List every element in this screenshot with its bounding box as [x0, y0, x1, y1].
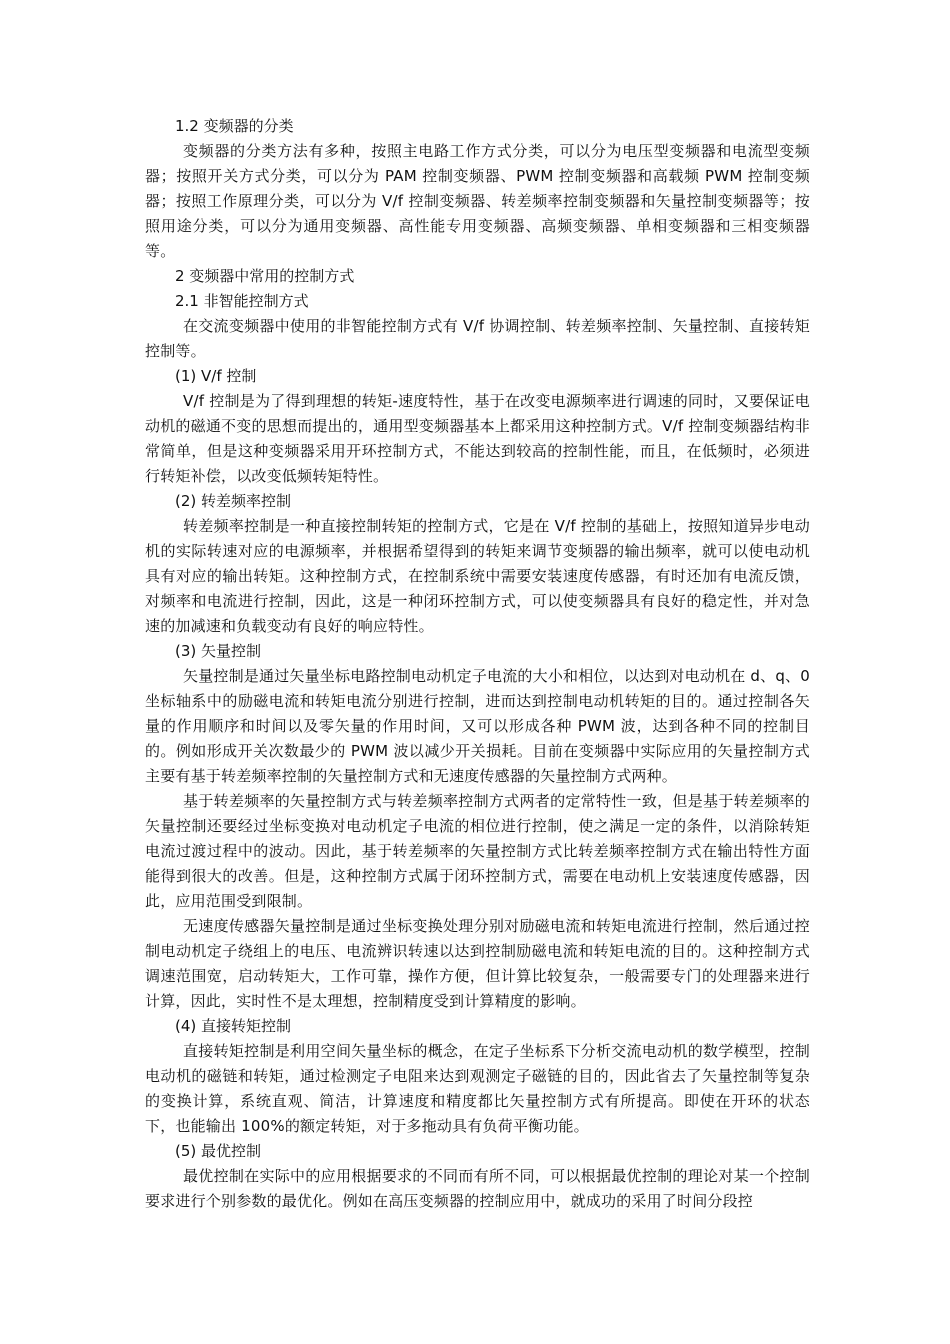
document-page	[145, 114, 810, 1214]
section-heading: 2 变频器中常用的控制方式	[175, 267, 355, 285]
body-paragraph: 无速度传感器矢量控制是通过坐标变换处理分别对励磁电流和转矩电流进行控制，然后通过控制电动机定子绕组上的电压、电流辨识转速以达到控制励磁电流和转矩电流的目的。这种控制方式调速范围宽，启动转矩大，工作可靠，操作方便，但计算比较复杂，一般需要专门的处理器来进行计算，因此，实时性不是太理想，控制精度受到计算精度的影响。	[145, 917, 810, 1010]
subsection-heading: (2) 转差频率控制	[175, 492, 292, 510]
body-paragraph: 在交流变频器中使用的非智能控制方式有 V/f 协调控制、转差频率控制、矢量控制、直接转矩控制等。	[145, 317, 810, 360]
section-heading: 2.1 非智能控制方式	[175, 292, 309, 310]
body-paragraph: 变频器的分类方法有多种，按照主电路工作方式分类，可以分为电压型变频器和电流型变频器；按照开关方式分类，可以分为 PAM 控制变频器、PWM 控制变频器和高载频 PWM 控制变频器；按照工作原理分类，可以分为 V/f 控制变频器、转差频率控制变频器和矢量控制变频器等；按照用途分类，可以分为通用变频器、高性能专用变频器、高频变频器、单相变频器和三相变频器等。	[145, 142, 810, 260]
body-paragraph: 转差频率控制是一种直接控制转矩的控制方式，它是在 V/f 控制的基础上，按照知道异步电动机的实际转速对应的电源频率，并根据希望得到的转矩来调节变频器的输出频率，就可以使电动机具有对应的输出转矩。这种控制方式，在控制系统中需要安装速度传感器，有时还加有电流反馈，对频率和电流进行控制，因此，这是一种闭环控制方式，可以使变频器具有良好的稳定性，并对急速的加减速和负载变动有良好的响应特性。	[145, 517, 810, 635]
subsection-heading: (1) V/f 控制	[175, 367, 257, 385]
body-paragraph: 最优控制在实际中的应用根据要求的不同而有所不同，可以根据最优控制的理论对某一个控制要求进行个别参数的最优化。例如在高压变频器的控制应用中，就成功的采用了时间分段控	[145, 1167, 810, 1210]
body-paragraph: 直接转矩控制是利用空间矢量坐标的概念，在定子坐标系下分析交流电动机的数学模型，控制电动机的磁链和转矩，通过检测定子电阻来达到观测定子磁链的目的，因此省去了矢量控制等复杂的变换计算，系统直观、简洁，计算速度和精度都比矢量控制方式有所提高。即使在开环的状态下，也能输出 100%的额定转矩，对于多拖动具有负荷平衡功能。	[145, 1042, 810, 1135]
body-paragraph: V/f 控制是为了得到理想的转矩-速度特性，基于在改变电源频率进行调速的同时，又要保证电动机的磁通不变的思想而提出的，通用型变频器基本上都采用这种控制方式。V/f 控制变频器结构非常简单，但是这种变频器采用开环控制方式，不能达到较高的控制性能，而且，在低频时，必须进行转矩补偿，以改变低频转矩特性。	[145, 392, 810, 485]
subsection-heading: (5) 最优控制	[175, 1142, 262, 1160]
section-heading: 1.2 变频器的分类	[175, 117, 294, 135]
subsection-heading: (4) 直接转矩控制	[175, 1017, 292, 1035]
subsection-heading: (3) 矢量控制	[175, 642, 262, 660]
body-paragraph: 矢量控制是通过矢量坐标电路控制电动机定子电流的大小和相位，以达到对电动机在 d、q、0 坐标轴系中的励磁电流和转矩电流分别进行控制，进而达到控制电动机转矩的目的。通过控制各矢量的作用顺序和时间以及零矢量的作用时间，又可以形成各种 PWM 波，达到各种不同的控制目的。例如形成开关次数最少的 PWM 波以减少开关损耗。目前在变频器中实际应用的矢量控制方式主要有基于转差频率控制的矢量控制方式和无速度传感器的矢量控制方式两种。	[145, 667, 810, 785]
body-paragraph: 基于转差频率的矢量控制方式与转差频率控制方式两者的定常特性一致，但是基于转差频率的矢量控制还要经过坐标变换对电动机定子电流的相位进行控制，使之满足一定的条件，以消除转矩电流过渡过程中的波动。因此，基于转差频率的矢量控制方式比转差频率控制方式在输出特性方面能得到很大的改善。但是，这种控制方式属于闭环控制方式，需要在电动机上安装速度传感器，因此，应用范围受到限制。	[145, 792, 810, 910]
